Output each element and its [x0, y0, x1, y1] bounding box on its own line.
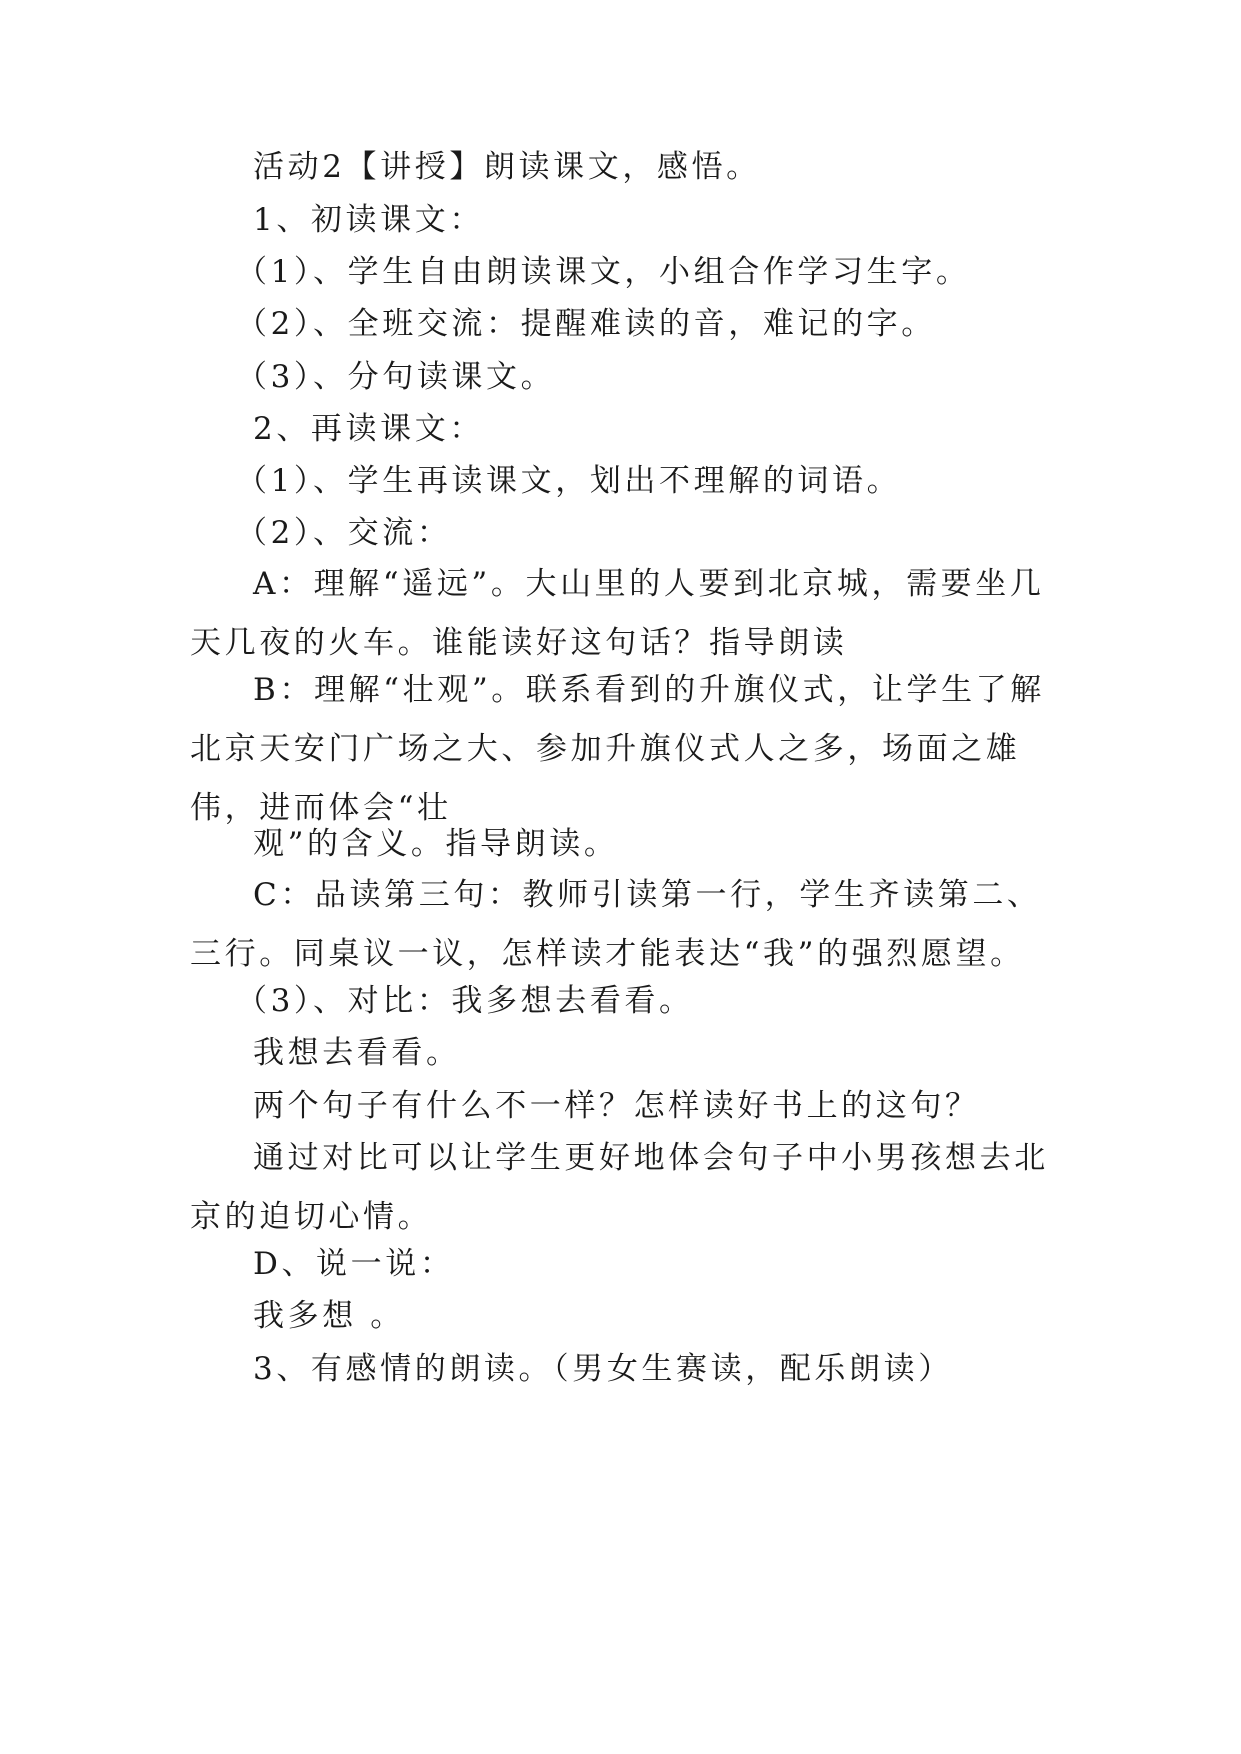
- point-d-prompt: 我多想 。: [253, 1298, 405, 1334]
- comparison-explanation: 通过对比可以让学生更好地体会句子中小男孩想去北京的迫切心情。: [190, 1140, 1049, 1235]
- activity-heading: 活动2【讲授】朗读课文，感悟。: [253, 149, 761, 185]
- point-c-paragraph: C：品读第三句：教师引读第一行，学生齐读第二、三行。同桌议一议，怎样读才能表达“我”的强烈愿望。: [190, 877, 1042, 972]
- step-1-item-2: （2）、全班交流：提醒难读的音，难记的字。: [236, 306, 936, 342]
- step-2-item-2: （2）、交流：: [236, 515, 452, 551]
- point-a-paragraph: A：理解“遥远”。大山里的人要到北京城，需要坐几天几夜的火车。谁能读好这句话？指导朗读: [190, 566, 1045, 661]
- step-1-item-3: （3）、分句读课文。: [236, 359, 556, 395]
- point-b-paragraph: B：理解“壮观”。联系看到的升旗仪式，让学生了解北京天安门广场之大、参加升旗仪式人之多，场面之雄伟，进而体会“壮: [190, 672, 1045, 826]
- step-3-heading: 3、有感情的朗读。（男女生赛读，配乐朗读）: [253, 1351, 953, 1387]
- step-2-item-1: （1）、学生再读课文，划出不理解的词语。: [236, 463, 902, 499]
- point-d-heading: D、说一说：: [253, 1246, 455, 1282]
- step-2-item-3: （3）、对比：我多想去看看。: [236, 983, 694, 1019]
- sentence-compare: 我想去看看。: [253, 1035, 461, 1071]
- step-2-heading: 2、再读课文：: [253, 411, 484, 447]
- step-1-heading: 1、初读课文：: [253, 202, 484, 238]
- point-b-continuation: 观”的含义。指导朗读。: [253, 826, 619, 862]
- step-1-item-1: （1）、学生自由朗读课文，小组合作学习生字。: [236, 254, 971, 290]
- comparison-question: 两个句子有什么不一样？怎样读好书上的这句？: [253, 1088, 980, 1124]
